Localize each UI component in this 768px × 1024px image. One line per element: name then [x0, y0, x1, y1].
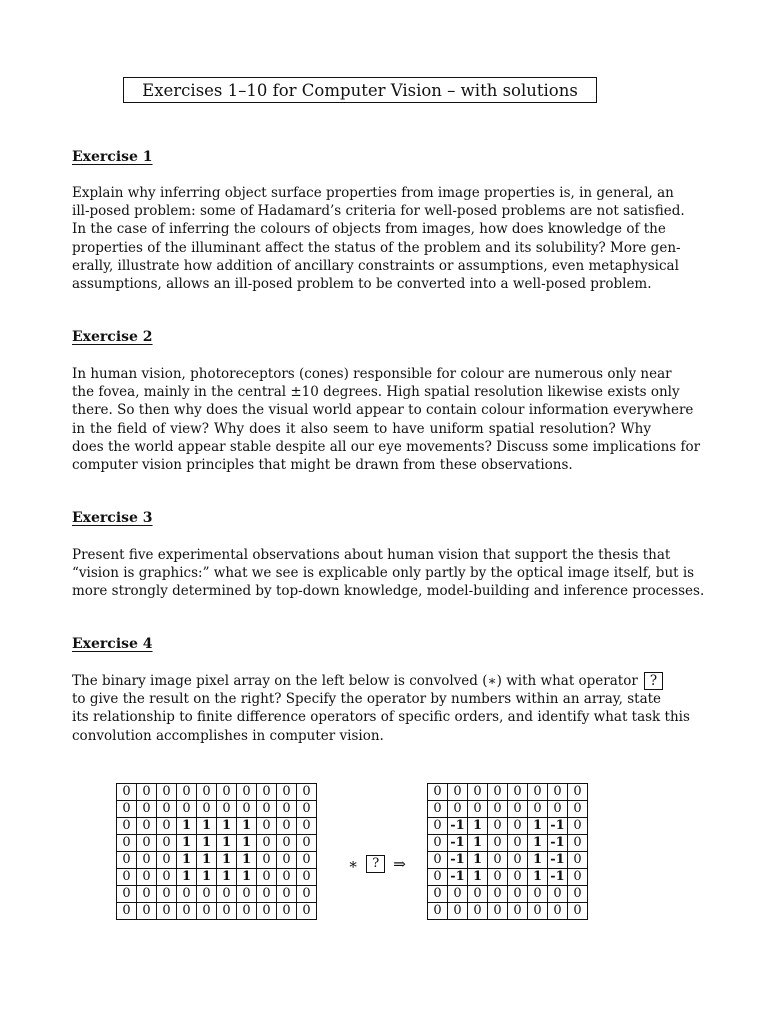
array-row: [428, 852, 588, 869]
array-cell: 0: [257, 852, 277, 869]
array-cell: 0: [277, 835, 297, 852]
array-row: [117, 784, 317, 801]
array-cell: 0: [468, 801, 488, 818]
implies-arrow: ⇒: [393, 855, 406, 873]
array-cell: 0: [297, 818, 317, 835]
array-cell: 1: [197, 852, 217, 869]
array-row: [117, 886, 317, 903]
array-cell: 0: [508, 801, 528, 818]
array-cell: 0: [157, 801, 177, 818]
text-line: [72, 672, 658, 690]
array-cell: 0: [117, 784, 137, 801]
text-line: Present five experimental observations about human vision that support the thesis that: [72, 547, 671, 563]
array-cell: -1: [548, 818, 568, 835]
array-row: [428, 784, 588, 801]
result-pixel-array: [427, 783, 588, 920]
array-cell: 1: [177, 852, 197, 869]
array-cell: 0: [197, 784, 217, 801]
exercise-1-text: [72, 184, 685, 293]
text-line: In human vision, photoreceptors (cones) responsible for colour are numerous only near: [72, 366, 672, 382]
text-line-start: The binary image pixel array on the left below is convolved (∗) with what operator: [72, 673, 638, 689]
array-cell: -1: [548, 869, 568, 886]
array-cell: 0: [197, 886, 217, 903]
array-cell: 0: [297, 801, 317, 818]
array-cell: 1: [217, 869, 237, 886]
array-cell: 0: [488, 801, 508, 818]
array-cell: 0: [237, 784, 257, 801]
array-cell: 0: [568, 818, 588, 835]
array-cell: 0: [257, 784, 277, 801]
array-cell: 0: [448, 784, 468, 801]
array-cell: 0: [277, 869, 297, 886]
array-cell: 0: [217, 886, 237, 903]
array-cell: 0: [137, 801, 157, 818]
array-row: [428, 886, 588, 903]
array-cell: 1: [468, 852, 488, 869]
array-cell: 0: [277, 784, 297, 801]
array-cell: 1: [217, 818, 237, 835]
convolve-symbol: ∗: [348, 855, 359, 873]
exercise-2-heading: Exercise 2: [72, 329, 153, 345]
array-cell: 1: [468, 869, 488, 886]
array-cell: 0: [177, 886, 197, 903]
array-cell: -1: [548, 835, 568, 852]
exercise-4-heading: Exercise 4: [72, 636, 153, 652]
array-cell: 0: [257, 818, 277, 835]
array-cell: 0: [297, 886, 317, 903]
array-cell: 0: [548, 903, 568, 920]
array-cell: 0: [157, 835, 177, 852]
array-cell: 0: [508, 784, 528, 801]
array-cell: 0: [217, 903, 237, 920]
text-line: assumptions, allows an ill-posed problem to be converted into a well-posed problem.: [72, 275, 652, 292]
text-line: In the case of inferring the colours of objects from images, how does knowledge of the: [72, 221, 666, 238]
array-cell: 1: [237, 869, 257, 886]
array-cell: 0: [568, 903, 588, 920]
array-cell: 1: [468, 818, 488, 835]
array-cell: 0: [117, 818, 137, 835]
array-cell: 0: [117, 903, 137, 920]
exercise-4-text: [72, 672, 690, 745]
array-row: [117, 852, 317, 869]
array-cell: 0: [257, 869, 277, 886]
array-cell: 0: [428, 869, 448, 886]
array-cell: 0: [157, 852, 177, 869]
array-cell: -1: [448, 869, 468, 886]
operator-placeholder: ?: [366, 855, 385, 873]
array-cell: 0: [137, 869, 157, 886]
array-cell: 0: [277, 852, 297, 869]
array-cell: 0: [528, 886, 548, 903]
text-line: more strongly determined by top-down knowledge, model-building and inference processes.: [72, 583, 705, 600]
array-cell: 1: [468, 835, 488, 852]
array-row: [117, 869, 317, 886]
input-pixel-array: [116, 783, 317, 920]
array-cell: 0: [568, 784, 588, 801]
array-cell: 0: [468, 784, 488, 801]
array-cell: 0: [508, 818, 528, 835]
array-cell: 1: [237, 852, 257, 869]
array-cell: 0: [237, 903, 257, 920]
array-cell: 1: [197, 835, 217, 852]
array-cell: 0: [297, 869, 317, 886]
text-line: erally, illustrate how addition of ancillary constraints or assumptions, even metaphysical: [72, 257, 679, 274]
array-cell: 0: [157, 886, 177, 903]
array-cell: -1: [448, 835, 468, 852]
array-cell: 0: [117, 801, 137, 818]
array-cell: 0: [237, 801, 257, 818]
array-cell: 1: [197, 869, 217, 886]
text-line: there. So then why does the visual world appear to contain colour information everywhere: [72, 402, 694, 419]
array-cell: 0: [237, 886, 257, 903]
array-cell: 0: [197, 903, 217, 920]
text-line: to give the result on the right? Specify the operator by numbers within an array, state: [72, 691, 662, 708]
text-line: ill-posed problem: some of Hadamard’s criteria for well-posed problems are not satisfied.: [72, 203, 685, 220]
array-row: [428, 818, 588, 835]
array-cell: 0: [257, 835, 277, 852]
array-row: [117, 818, 317, 835]
array-cell: 1: [237, 835, 257, 852]
array-cell: 0: [488, 886, 508, 903]
array-cell: 0: [428, 835, 448, 852]
array-cell: 0: [137, 835, 157, 852]
document-title: [123, 77, 597, 103]
array-cell: 0: [568, 801, 588, 818]
array-cell: 0: [297, 852, 317, 869]
text-line: in the field of view? Why does it also seem to have uniform spatial resolution? Why: [72, 420, 651, 437]
array-cell: 0: [177, 801, 197, 818]
array-cell: 0: [257, 903, 277, 920]
text-line: its relationship to finite difference operators of specific orders, and identify what task this: [72, 709, 690, 726]
array-row: [117, 801, 317, 818]
array-cell: -1: [548, 852, 568, 869]
text-line: the fovea, mainly in the central ±10 degrees. High spatial resolution likewise exists only: [72, 384, 680, 401]
array-cell: 0: [528, 784, 548, 801]
array-cell: 0: [468, 886, 488, 903]
array-cell: 0: [428, 784, 448, 801]
array-cell: -1: [448, 852, 468, 869]
array-cell: 0: [488, 852, 508, 869]
text-line: convolution accomplishes in computer vision.: [72, 727, 384, 744]
document-title-text: Exercises 1–10 for Computer Vision – with solutions: [142, 80, 578, 100]
operator-placeholder-box: ?: [644, 672, 663, 690]
array-cell: 0: [428, 903, 448, 920]
array-cell: 0: [297, 903, 317, 920]
array-cell: 0: [117, 886, 137, 903]
array-cell: 0: [468, 903, 488, 920]
exercise-2-text: [72, 365, 701, 474]
array-cell: 0: [257, 801, 277, 818]
array-cell: 0: [508, 835, 528, 852]
array-cell: 0: [277, 818, 297, 835]
array-cell: 0: [257, 886, 277, 903]
array-cell: 0: [217, 801, 237, 818]
array-cell: 0: [428, 818, 448, 835]
array-cell: -1: [448, 818, 468, 835]
text-line: computer vision principles that might be drawn from these observations.: [72, 456, 573, 473]
array-cell: 0: [488, 869, 508, 886]
array-cell: 0: [177, 784, 197, 801]
array-cell: 0: [117, 869, 137, 886]
array-cell: 0: [508, 886, 528, 903]
array-cell: 0: [137, 818, 157, 835]
array-cell: 0: [488, 784, 508, 801]
array-cell: 0: [548, 801, 568, 818]
exercise-3-text: [72, 546, 705, 601]
array-cell: 0: [428, 886, 448, 903]
array-row: [428, 835, 588, 852]
array-cell: 0: [297, 835, 317, 852]
array-cell: 1: [177, 835, 197, 852]
array-cell: 1: [237, 818, 257, 835]
array-cell: 0: [448, 886, 468, 903]
text-line: “vision is graphics:” what we see is explicable only partly by the optical image itself, but is: [72, 565, 695, 582]
array-cell: 1: [528, 852, 548, 869]
exercise-1-heading: Exercise 1: [72, 149, 153, 165]
array-cell: 0: [508, 869, 528, 886]
array-cell: 0: [568, 835, 588, 852]
array-cell: 1: [177, 869, 197, 886]
array-cell: 0: [508, 852, 528, 869]
array-cell: 0: [568, 852, 588, 869]
array-cell: 1: [177, 818, 197, 835]
array-cell: 0: [197, 801, 217, 818]
array-cell: 0: [528, 903, 548, 920]
array-cell: 1: [528, 869, 548, 886]
array-cell: 0: [297, 784, 317, 801]
text-line: properties of the illuminant affect the status of the problem and its solubility? More gen-: [72, 239, 681, 256]
exercise-3-heading: Exercise 3: [72, 510, 153, 526]
array-cell: 0: [448, 801, 468, 818]
array-cell: 0: [548, 886, 568, 903]
array-cell: 0: [548, 784, 568, 801]
array-cell: 0: [488, 835, 508, 852]
array-cell: 0: [157, 869, 177, 886]
array-row: [428, 869, 588, 886]
text-line: does the world appear stable despite all our eye movements? Discuss some implications for: [72, 438, 701, 455]
array-row: [117, 835, 317, 852]
array-cell: 0: [568, 869, 588, 886]
array-cell: 0: [217, 784, 237, 801]
array-cell: 0: [277, 801, 297, 818]
array-cell: 0: [117, 835, 137, 852]
array-row: [428, 903, 588, 920]
array-cell: 0: [277, 903, 297, 920]
array-cell: 1: [528, 835, 548, 852]
array-cell: 0: [277, 886, 297, 903]
array-cell: 0: [157, 903, 177, 920]
array-cell: 0: [568, 886, 588, 903]
convolution-equation: [348, 853, 406, 875]
array-cell: 0: [137, 784, 157, 801]
array-cell: 1: [528, 818, 548, 835]
array-cell: 0: [157, 784, 177, 801]
array-cell: 0: [428, 852, 448, 869]
text-line: Explain why inferring object surface properties from image properties is, in general, an: [72, 185, 674, 201]
array-cell: 0: [488, 903, 508, 920]
array-cell: 0: [137, 852, 157, 869]
array-cell: 0: [448, 903, 468, 920]
array-cell: 0: [528, 801, 548, 818]
array-cell: 0: [117, 852, 137, 869]
array-cell: 0: [428, 801, 448, 818]
array-cell: 0: [157, 818, 177, 835]
array-cell: 0: [508, 903, 528, 920]
array-cell: 1: [197, 818, 217, 835]
array-cell: 1: [217, 852, 237, 869]
array-row: [117, 903, 317, 920]
array-cell: 0: [177, 903, 197, 920]
array-cell: 0: [137, 903, 157, 920]
array-row: [428, 801, 588, 818]
array-cell: 0: [488, 818, 508, 835]
array-cell: 1: [217, 835, 237, 852]
array-cell: 0: [137, 886, 157, 903]
